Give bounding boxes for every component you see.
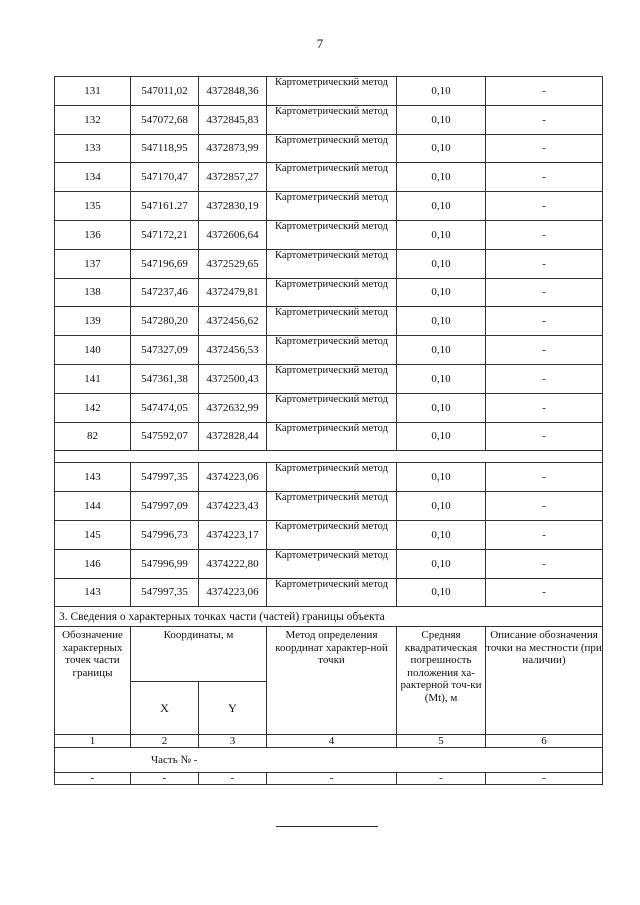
x-coordinate-cell: 547196,69 [131,249,199,278]
mean-error-cell: 0,10 [397,578,486,607]
point-number-cell: 136 [55,220,131,249]
boundary-points-table [54,76,603,785]
description-cell: - [486,192,603,221]
method-cell: Картометрический метод [267,307,397,336]
point-number-cell: 133 [55,134,131,163]
description-cell: - [486,578,603,607]
mean-error-cell: 0,10 [397,278,486,307]
method-cell: Картометрический метод [267,549,397,578]
point-number-cell: 142 [55,393,131,422]
x-coordinate-cell: 547996,73 [131,520,199,549]
method-cell: Картометрический метод [267,105,397,134]
table-row [55,364,603,393]
description-cell: - [486,249,603,278]
part-label: Часть № - [55,748,603,773]
header-mean-error: Средняя квадратическая погрешность положения ха-рактерной точ-ки (Mt), м [397,627,486,735]
method-cell: Картометрический метод [267,463,397,492]
table-row [55,520,603,549]
point-number-cell: 82 [55,422,131,451]
description-cell: - [486,105,603,134]
description-cell: - [486,220,603,249]
table-body [55,77,603,785]
x-coordinate-cell: 547474,05 [131,393,199,422]
x-coordinate-cell: 547072,68 [131,105,199,134]
point-number-cell: 131 [55,77,131,106]
description-cell: - [486,393,603,422]
y-coordinate-cell: 4372845,83 [199,105,267,134]
y-coordinate-cell: 4372828,44 [199,422,267,451]
description-cell: - [486,278,603,307]
mean-error-cell: 0,10 [397,220,486,249]
x-coordinate-cell: 547997,35 [131,463,199,492]
x-coordinate-cell: 547237,46 [131,278,199,307]
point-number-cell: 143 [55,463,131,492]
y-coordinate-cell: 4372848,36 [199,77,267,106]
x-coordinate-cell: 547118,95 [131,134,199,163]
part-row [55,748,603,773]
table-row [55,163,603,192]
mean-error-cell: 0,10 [397,364,486,393]
table-cell: - [131,773,199,785]
mean-error-cell: 0,10 [397,520,486,549]
y-coordinate-cell: 4374223,17 [199,520,267,549]
table-cell: - [55,773,131,785]
description-cell: - [486,520,603,549]
x-coordinate-cell: 547327,09 [131,336,199,365]
header-row [55,627,603,682]
y-coordinate-cell: 4372456,53 [199,336,267,365]
header-point-designation: Обозначение характерных точек части границы [55,627,131,735]
method-cell: Картометрический метод [267,163,397,192]
column-number: 2 [131,735,199,748]
column-numbers-row [55,735,603,748]
separator-row [55,451,603,463]
x-coordinate-cell: 547170,47 [131,163,199,192]
mean-error-cell: 0,10 [397,422,486,451]
method-cell: Картометрический метод [267,422,397,451]
description-cell: - [486,163,603,192]
table-row [55,422,603,451]
table-row [55,77,603,106]
point-number-cell: 134 [55,163,131,192]
y-coordinate-cell: 4372873,99 [199,134,267,163]
header-description: Описание обозначения точки на местности (при наличии) [486,627,603,735]
page-number: 7 [316,36,324,51]
mean-error-cell: 0,10 [397,105,486,134]
column-number: 3 [199,735,267,748]
mean-error-cell: 0,10 [397,77,486,106]
mean-error-cell: 0,10 [397,549,486,578]
table-cell: - [267,773,397,785]
description-cell: - [486,463,603,492]
mean-error-cell: 0,10 [397,463,486,492]
method-cell: Картометрический метод [267,278,397,307]
table-cell: - [199,773,267,785]
column-number: 1 [55,735,131,748]
description-cell: - [486,549,603,578]
header-y: Y [199,682,267,735]
description-cell: - [486,77,603,106]
table-row [55,307,603,336]
method-cell: Картометрический метод [267,77,397,106]
table-cell: - [486,773,603,785]
point-number-cell: 140 [55,336,131,365]
table-row [55,336,603,365]
header-coordinates: Координаты, м [131,627,267,682]
y-coordinate-cell: 4372632,99 [199,393,267,422]
x-coordinate-cell: 547997,35 [131,578,199,607]
table-row [55,393,603,422]
point-number-cell: 135 [55,192,131,221]
method-cell: Картометрический метод [267,393,397,422]
y-coordinate-cell: 4374223,43 [199,492,267,521]
mean-error-cell: 0,10 [397,336,486,365]
mean-error-cell: 0,10 [397,192,486,221]
method-cell: Картометрический метод [267,364,397,393]
column-number: 5 [397,735,486,748]
y-coordinate-cell: 4372830,19 [199,192,267,221]
point-number-cell: 132 [55,105,131,134]
x-coordinate-cell: 547011,02 [131,77,199,106]
x-coordinate-cell: 547997,09 [131,492,199,521]
header-x: X [131,682,199,735]
point-number-cell: 141 [55,364,131,393]
mean-error-cell: 0,10 [397,492,486,521]
table-row [55,578,603,607]
table-row [55,220,603,249]
description-cell: - [486,336,603,365]
y-coordinate-cell: 4372479,81 [199,278,267,307]
method-cell: Картометрический метод [267,578,397,607]
point-number-cell: 137 [55,249,131,278]
footer-divider-line [276,826,378,827]
table-row [55,492,603,521]
table-row [55,249,603,278]
method-cell: Картометрический метод [267,492,397,521]
description-cell: - [486,307,603,336]
column-number: 4 [267,735,397,748]
point-number-cell: 143 [55,578,131,607]
section-3-title: 3. Сведения о характерных точках части (частей) границы объекта [55,607,603,627]
y-coordinate-cell: 4374222,80 [199,549,267,578]
method-cell: Картометрический метод [267,249,397,278]
empty-data-row [55,773,603,785]
table-row [55,192,603,221]
method-cell: Картометрический метод [267,134,397,163]
mean-error-cell: 0,10 [397,163,486,192]
mean-error-cell: 0,10 [397,307,486,336]
header-method: Метод определения координат характер-ной точки [267,627,397,735]
y-coordinate-cell: 4372456,62 [199,307,267,336]
y-coordinate-cell: 4372500,43 [199,364,267,393]
x-coordinate-cell: 547161.27 [131,192,199,221]
point-number-cell: 139 [55,307,131,336]
description-cell: - [486,364,603,393]
method-cell: Картометрический метод [267,220,397,249]
y-coordinate-cell: 4372857,27 [199,163,267,192]
table-row [55,549,603,578]
point-number-cell: 138 [55,278,131,307]
description-cell: - [486,134,603,163]
table-row [55,463,603,492]
mean-error-cell: 0,10 [397,393,486,422]
point-number-cell: 145 [55,520,131,549]
method-cell: Картометрический метод [267,336,397,365]
description-cell: - [486,422,603,451]
point-number-cell: 144 [55,492,131,521]
x-coordinate-cell: 547280,20 [131,307,199,336]
x-coordinate-cell: 547592,07 [131,422,199,451]
description-cell: - [486,492,603,521]
column-number: 6 [486,735,603,748]
table-row [55,105,603,134]
y-coordinate-cell: 4374223,06 [199,578,267,607]
mean-error-cell: 0,10 [397,134,486,163]
point-number-cell: 146 [55,549,131,578]
section-3-title-row [55,607,603,627]
table-row [55,134,603,163]
method-cell: Картометрический метод [267,192,397,221]
x-coordinate-cell: 547996,99 [131,549,199,578]
method-cell: Картометрический метод [267,520,397,549]
mean-error-cell: 0,10 [397,249,486,278]
x-coordinate-cell: 547172,21 [131,220,199,249]
table-cell: - [397,773,486,785]
y-coordinate-cell: 4374223,06 [199,463,267,492]
y-coordinate-cell: 4372606,64 [199,220,267,249]
y-coordinate-cell: 4372529,65 [199,249,267,278]
x-coordinate-cell: 547361,38 [131,364,199,393]
table-row [55,278,603,307]
